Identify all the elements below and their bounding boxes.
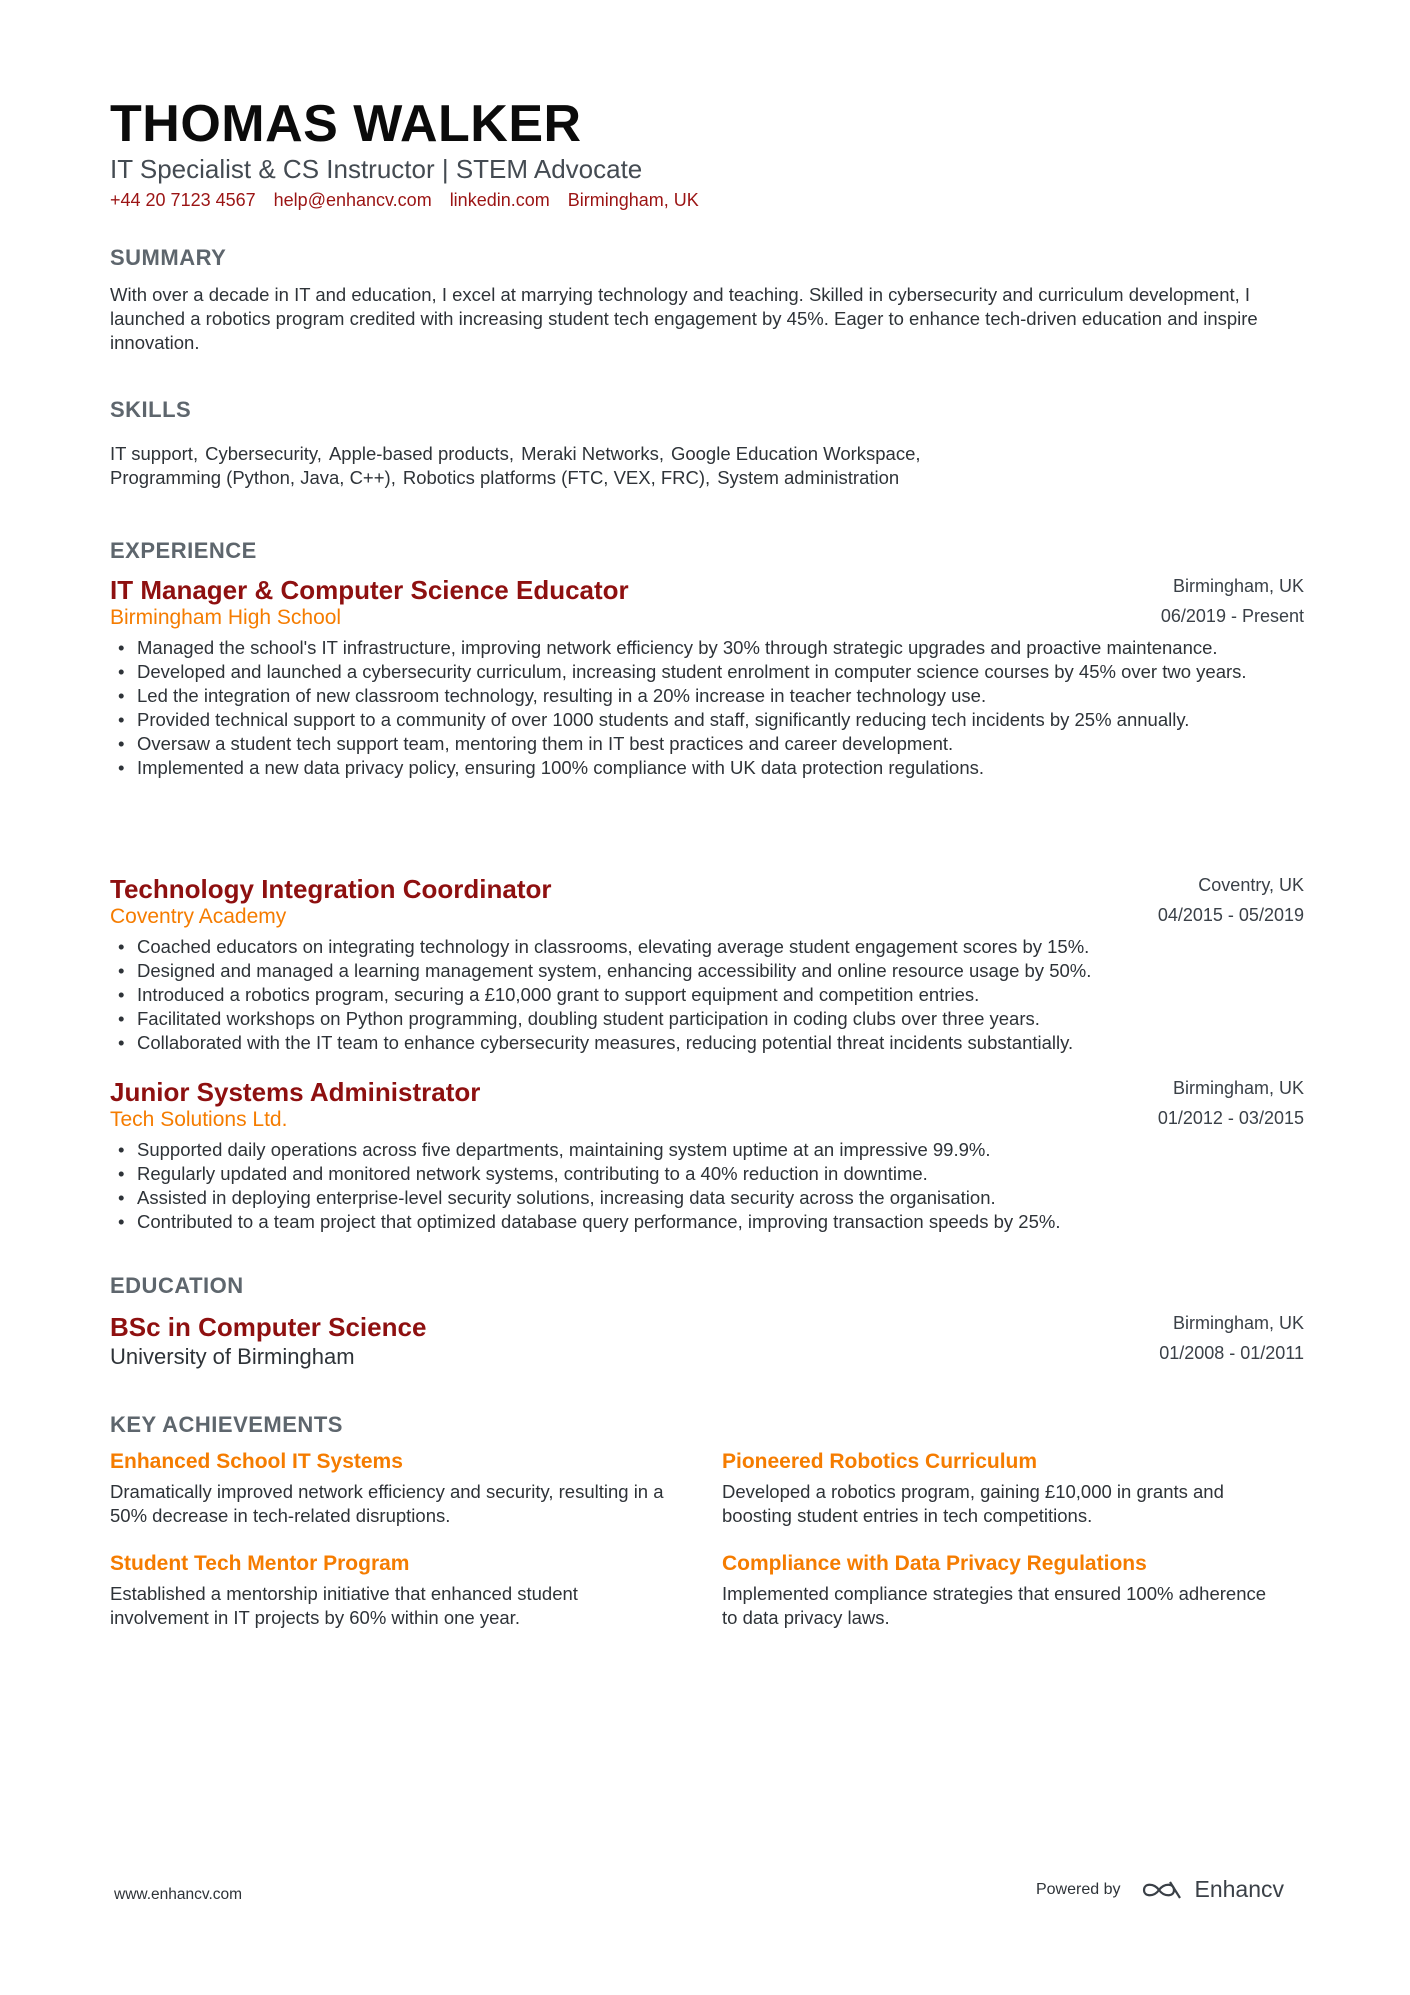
job-location: Birmingham, UK <box>1172 1078 1304 1098</box>
bullet-item: • Oversaw a student tech support team, mentoring them in IT best practices and career development. <box>137 732 1277 756</box>
education-location: Birmingham, UK <box>1172 1313 1304 1333</box>
bullet-item: • Supported daily operations across five departments, maintaining system uptime at an impressive 99.9%. <box>137 1138 1277 1162</box>
job-location: Coventry, UK <box>1198 875 1304 895</box>
bullet-item: • Introduced a robotics program, securing a £10,000 grant to support equipment and competition entries. <box>137 983 1277 1007</box>
headline: IT Specialist & CS Instructor | STEM Advocate <box>110 154 643 184</box>
experience-entry <box>110 1076 1304 1234</box>
skills-heading: SKILLS <box>110 397 192 422</box>
skill-item: System administration <box>717 467 900 488</box>
bullet-item: • Collaborated with the IT team to enhance cybersecurity measures, reducing potential threat incidents substantially. <box>137 1031 1277 1055</box>
skill-item: Programming (Python, Java, C++), <box>110 467 396 488</box>
achievement-desc: Dramatically improved network efficiency and security, resulting in a 50% decrease in tech-related disruptions. <box>110 1481 664 1526</box>
achievement-desc: Developed a robotics program, gaining £10,000 in grants and boosting student entries in tech competitions. <box>722 1481 1224 1526</box>
footer-branding <box>1036 1876 1284 1903</box>
achievement-title: Student Tech Mentor Program <box>110 1552 410 1575</box>
bullet-item: • Coached educators on integrating technology in classrooms, elevating average student engagement scores by 15%. <box>137 935 1277 959</box>
skill-item: Meraki Networks, <box>521 443 664 464</box>
summary-text: With over a decade in IT and education, I excel at marrying technology and teaching. Skilled in cybersecurity and curriculum development, I launched a robotics program credited with increasing student tech engagement by 45%. Eager to enhance tech-driven education and inspire innovation. <box>110 284 1258 353</box>
job-company: Coventry Academy <box>110 905 287 928</box>
bullet-item: • Managed the school's IT infrastructure, improving network efficiency by 30% through strategic upgrades and proactive maintenance. <box>137 636 1277 660</box>
bullet-item: • Regularly updated and monitored network systems, contributing to a 40% reduction in downtime. <box>137 1162 1277 1186</box>
powered-by-label: Powered by <box>1035 1880 1121 1898</box>
achievement-item <box>110 1448 670 1528</box>
job-title: Technology Integration Coordinator <box>110 874 552 904</box>
location-text: Birmingham, UK <box>567 190 699 210</box>
education-entry <box>110 1311 1304 1371</box>
contact-info <box>110 188 699 212</box>
job-dates: 01/2012 - 03/2015 <box>1157 1108 1304 1128</box>
job-dates: 06/2019 - Present <box>1160 606 1304 626</box>
achievements-heading: KEY ACHIEVEMENTS <box>110 1412 343 1437</box>
job-title: Junior Systems Administrator <box>110 1077 481 1107</box>
bullet-item: • Contributed to a team project that optimized database query performance, improving transaction speeds by 25%. <box>137 1210 1277 1234</box>
linkedin-link[interactable]: linkedin.com <box>449 190 550 210</box>
degree-title: BSc in Computer Science <box>110 1312 427 1342</box>
job-company: Birmingham High School <box>110 606 342 629</box>
education-dates: 01/2008 - 01/2011 <box>1159 1343 1304 1363</box>
phone-link[interactable]: +44 20 7123 4567 <box>110 190 256 210</box>
experience-entry <box>110 873 1304 1055</box>
email-link[interactable]: help@enhancv.com <box>273 190 432 210</box>
achievement-item <box>110 1550 670 1630</box>
achievement-title: Pioneered Robotics Curriculum <box>722 1450 1038 1473</box>
bullet-item: • Provided technical support to a community of over 1000 students and staff, significantly reducing tech incidents by 25% annually. <box>137 708 1277 732</box>
skill-item: IT support, <box>110 443 199 464</box>
enhancv-logo-icon <box>1140 1878 1184 1902</box>
achievement-title: Enhanced School IT Systems <box>110 1450 403 1473</box>
job-bullets <box>110 636 1277 780</box>
school-name: University of Birmingham <box>110 1344 355 1369</box>
skill-item: Cybersecurity, <box>205 443 322 464</box>
achievement-item <box>722 1550 1282 1630</box>
bullet-item: • Facilitated workshops on Python programming, doubling student participation in coding clubs over three years. <box>137 1007 1277 1031</box>
bullet-item: • Assisted in deploying enterprise-level security solutions, increasing data security across the organisation. <box>137 1186 1277 1210</box>
job-title: IT Manager & Computer Science Educator <box>110 575 629 605</box>
achievement-desc: Established a mentorship initiative that enhanced student involvement in IT projects by 60% within one year. <box>110 1583 578 1628</box>
enhancv-brand-link[interactable] <box>1140 1876 1284 1903</box>
job-location: Birmingham, UK <box>1172 576 1304 596</box>
footer-website-link[interactable]: www.enhancv.com <box>114 1886 243 1903</box>
achievement-desc: Implemented compliance strategies that ensured 100% adherence to data privacy laws. <box>722 1583 1267 1628</box>
bullet-item: • Designed and managed a learning management system, enhancing accessibility and online resource usage by 50%. <box>137 959 1277 983</box>
experience-heading: EXPERIENCE <box>110 538 257 563</box>
skills-list <box>110 442 1110 490</box>
job-bullets <box>110 935 1277 1055</box>
achievement-title: Compliance with Data Privacy Regulations <box>722 1552 1147 1575</box>
candidate-name: THOMAS WALKER <box>110 95 582 153</box>
bullet-item: • Developed and launched a cybersecurity curriculum, increasing student enrolment in computer science courses by 45% over two years. <box>137 660 1277 684</box>
achievement-item <box>722 1448 1282 1528</box>
education-heading: EDUCATION <box>110 1273 244 1298</box>
bullet-item: • Implemented a new data privacy policy, ensuring 100% compliance with UK data protection regulations. <box>137 756 1277 780</box>
job-company: Tech Solutions Ltd. <box>110 1108 288 1131</box>
job-dates: 04/2015 - 05/2019 <box>1157 905 1304 925</box>
job-bullets <box>110 1138 1277 1234</box>
skill-item: Robotics platforms (FTC, VEX, FRC), <box>402 467 711 488</box>
experience-entry <box>110 574 1304 780</box>
skill-item: Apple-based products, <box>328 443 515 464</box>
brand-name: Enhancv <box>1194 1876 1284 1902</box>
summary-heading: SUMMARY <box>110 245 227 270</box>
bullet-item: • Led the integration of new classroom technology, resulting in a 20% increase in teacher technology use. <box>137 684 1277 708</box>
skill-item: Google Education Workspace, <box>670 443 921 464</box>
